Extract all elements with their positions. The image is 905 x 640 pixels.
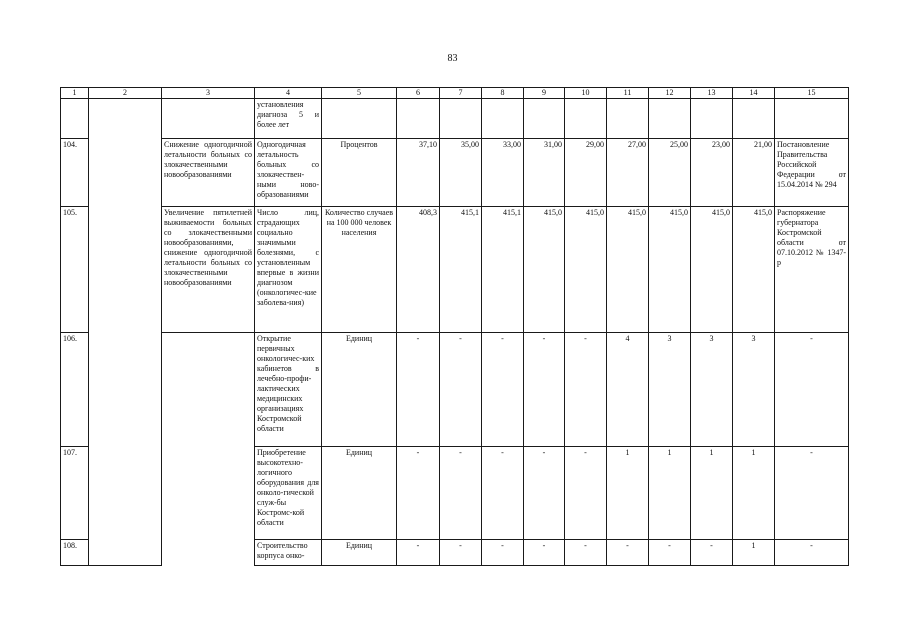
unit-cell: Процентов (322, 139, 397, 207)
value-cell: 1 (733, 540, 775, 566)
value-cell: 415,1 (482, 207, 524, 333)
goal-cell (162, 333, 255, 447)
value-cell: 415,1 (440, 207, 482, 333)
header-cell: 15 (775, 88, 849, 99)
value-cell: - (440, 333, 482, 447)
header-cell: 9 (524, 88, 565, 99)
goal-cell (162, 447, 255, 540)
value-cell (733, 99, 775, 139)
value-cell: - (397, 447, 440, 540)
indicator-cell: Одногодичная летальность больных со злокачествен-ными ново-образованиями (255, 139, 322, 207)
indicator-cell: Число лиц, страдающих социально значимыми болезнями, с установленным впервые в жизни диагнозом (онкологичес-кие заболева-ния) (255, 207, 322, 333)
indicator-cell: Строительство корпуса онко- (255, 540, 322, 566)
value-cell: - (482, 333, 524, 447)
row-number-cell (61, 99, 89, 139)
value-cell (397, 99, 440, 139)
header-cell: 5 (322, 88, 397, 99)
goal-cell: Увеличение пятилетней выживаемости больных со злокачественными новообразованиями, снижение одногодичной летальности больных со злокачественными новообразованиями (162, 207, 255, 333)
value-cell: 37,10 (397, 139, 440, 207)
goal-cell (162, 540, 255, 566)
header-cell: 6 (397, 88, 440, 99)
value-cell: - (397, 540, 440, 566)
source-cell (775, 99, 849, 139)
table-row (61, 99, 849, 139)
value-cell: 1 (649, 447, 691, 540)
header-cell: 10 (565, 88, 607, 99)
value-cell: - (565, 540, 607, 566)
indicator-cell: Приобретение высокотехно-логичного оборудования для онколо-гической служ-бы Костромс-кой области (255, 447, 322, 540)
source-cell: Постановление Правительства Российской Федерации от 15.04.2014 № 294 (775, 139, 849, 207)
row-number-cell: 108. (61, 540, 89, 566)
header-cell: 13 (691, 88, 733, 99)
unit-cell: Единиц (322, 333, 397, 447)
source-cell: - (775, 333, 849, 447)
value-cell: 1 (607, 447, 649, 540)
table-row (61, 447, 849, 540)
unit-cell (322, 99, 397, 139)
value-cell: 408,3 (397, 207, 440, 333)
indicators-table (60, 87, 849, 566)
value-cell: 415,0 (565, 207, 607, 333)
value-cell: - (397, 333, 440, 447)
value-cell: - (524, 333, 565, 447)
value-cell: 3 (691, 333, 733, 447)
row-number-cell: 105. (61, 207, 89, 333)
header-cell: 12 (649, 88, 691, 99)
unit-cell: Количество случаев на 100 000 человек населения (322, 207, 397, 333)
value-cell: 1 (691, 447, 733, 540)
header-cell: 7 (440, 88, 482, 99)
row-number-cell: 106. (61, 333, 89, 447)
value-cell (691, 99, 733, 139)
table-row (61, 333, 849, 447)
value-cell: 415,0 (524, 207, 565, 333)
value-cell: - (691, 540, 733, 566)
value-cell: - (482, 540, 524, 566)
header-cell: 4 (255, 88, 322, 99)
source-cell: Распоряжение губернатора Костромской области от 07.10.2012 № 1347-р (775, 207, 849, 333)
value-cell (440, 99, 482, 139)
indicator-cell: Открытие первичных онкологичес-ких кабинетов в лечебно-профи-лактических медицинских организациях Костромской области (255, 333, 322, 447)
table-row (61, 139, 849, 207)
row-number-cell: 107. (61, 447, 89, 540)
unit-cell: Единиц (322, 447, 397, 540)
value-cell: 4 (607, 333, 649, 447)
source-cell: - (775, 540, 849, 566)
value-cell: - (565, 447, 607, 540)
value-cell: 415,0 (649, 207, 691, 333)
value-cell: 35,00 (440, 139, 482, 207)
value-cell: 415,0 (607, 207, 649, 333)
value-cell: - (440, 447, 482, 540)
header-cell: 3 (162, 88, 255, 99)
unit-cell: Единиц (322, 540, 397, 566)
row-number-cell: 104. (61, 139, 89, 207)
value-cell (607, 99, 649, 139)
value-cell: 21,00 (733, 139, 775, 207)
value-cell: 3 (649, 333, 691, 447)
goal-cell: Снижение одногодичной летальности больных со злокачественными новообразованиями (162, 139, 255, 207)
value-cell: 415,0 (691, 207, 733, 333)
table-row (61, 207, 849, 333)
value-cell (524, 99, 565, 139)
value-cell: 1 (733, 447, 775, 540)
value-cell: - (607, 540, 649, 566)
value-cell: - (524, 540, 565, 566)
column-number-row (61, 88, 849, 99)
goal-cell (162, 99, 255, 139)
value-cell: 33,00 (482, 139, 524, 207)
page-number: 83 (447, 53, 458, 64)
value-cell: - (649, 540, 691, 566)
value-cell: 29,00 (565, 139, 607, 207)
header-cell: 1 (61, 88, 89, 99)
value-cell (482, 99, 524, 139)
value-cell: 23,00 (691, 139, 733, 207)
header-cell: 8 (482, 88, 524, 99)
value-cell: - (524, 447, 565, 540)
header-cell: 11 (607, 88, 649, 99)
value-cell: 25,00 (649, 139, 691, 207)
value-cell (565, 99, 607, 139)
column-2-cell (89, 99, 162, 566)
value-cell: - (440, 540, 482, 566)
value-cell: 415,0 (733, 207, 775, 333)
table-row (61, 540, 849, 566)
indicator-cell: установления диагноза 5 и более лет (255, 99, 322, 139)
value-cell: 27,00 (607, 139, 649, 207)
value-cell: 3 (733, 333, 775, 447)
value-cell: - (565, 333, 607, 447)
value-cell: 31,00 (524, 139, 565, 207)
value-cell: - (482, 447, 524, 540)
source-cell: - (775, 447, 849, 540)
header-cell: 14 (733, 88, 775, 99)
value-cell (649, 99, 691, 139)
header-cell: 2 (89, 88, 162, 99)
